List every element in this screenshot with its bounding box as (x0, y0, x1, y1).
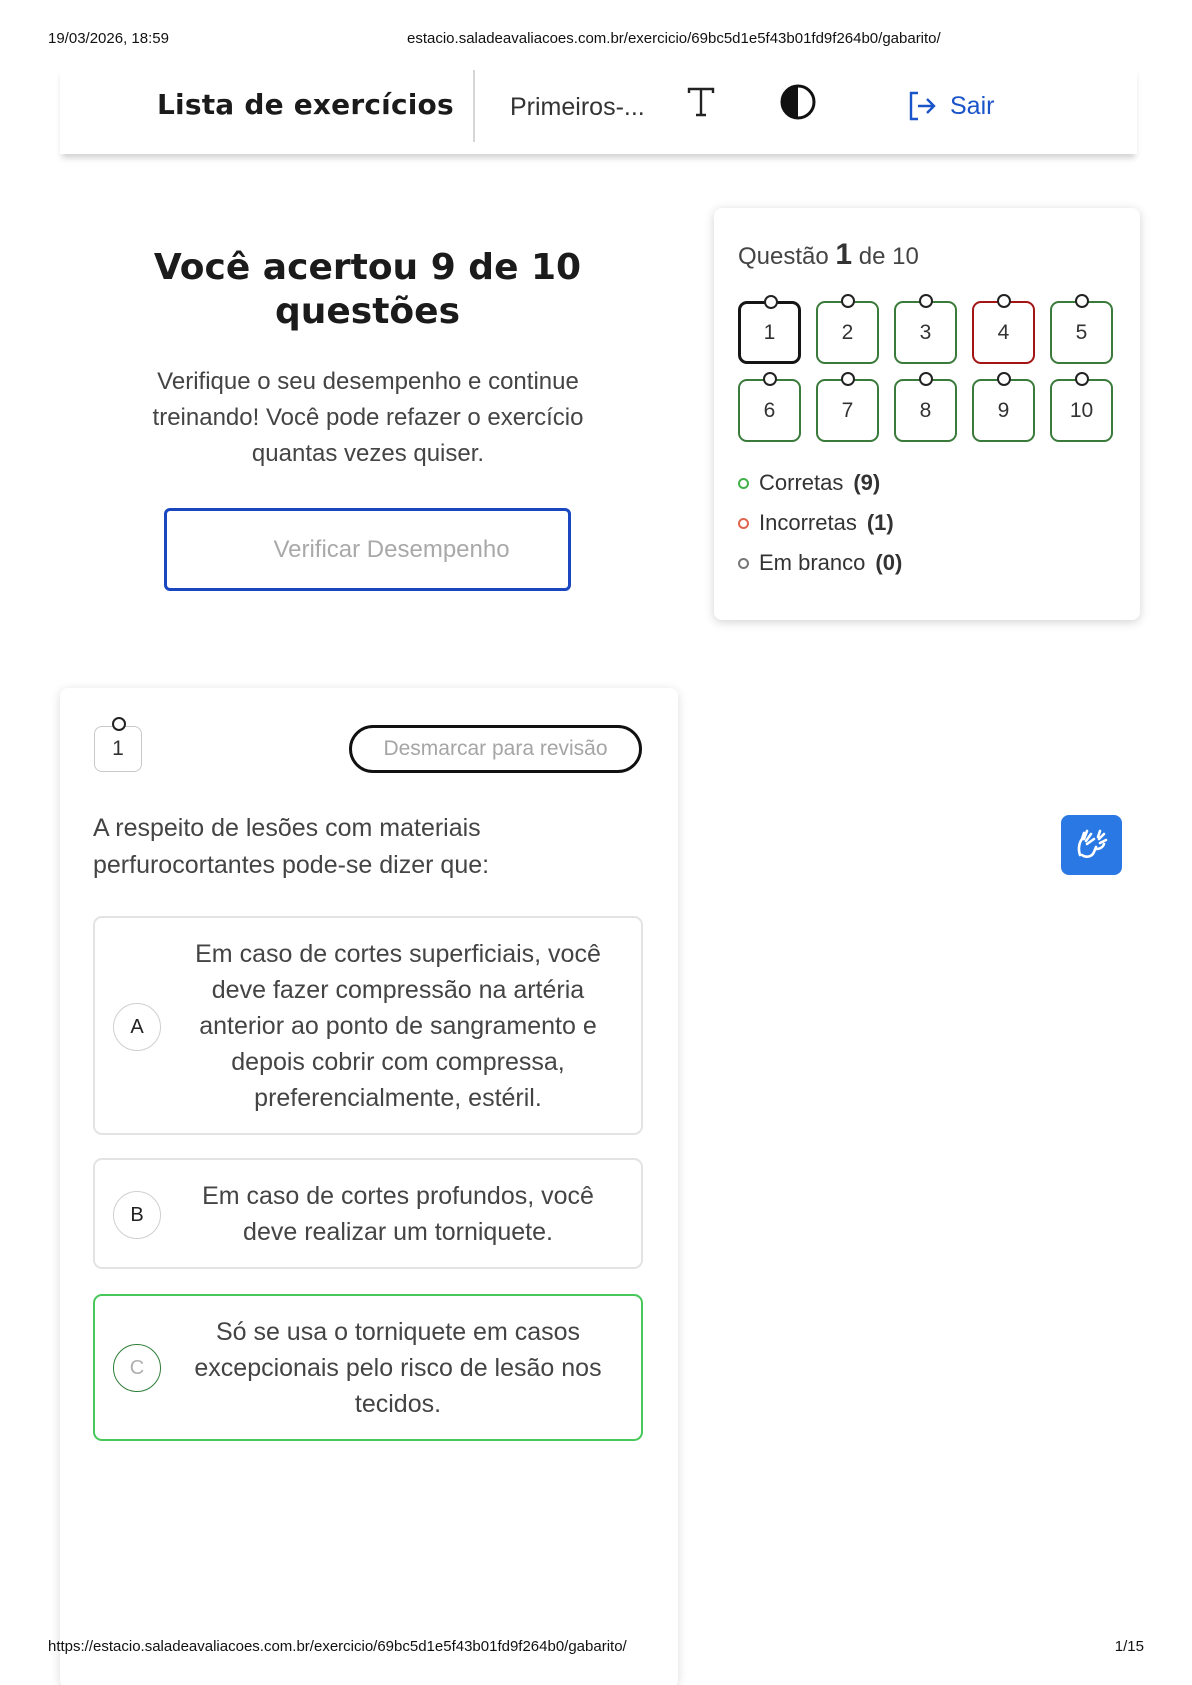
page-title: Lista de exercícios (157, 88, 454, 121)
counter-current: 1 (835, 238, 853, 271)
question-counter (738, 238, 919, 272)
pin-icon (997, 294, 1011, 308)
logout-icon (906, 90, 938, 122)
counter-suffix: de 10 (858, 243, 919, 270)
option-a[interactable] (93, 916, 643, 1135)
question-number-badge (94, 726, 142, 772)
contrast-icon (779, 83, 817, 121)
status-legend (738, 463, 902, 583)
counter-prefix: Questão (738, 243, 829, 270)
question-nav-6[interactable] (738, 379, 801, 442)
text-size-icon (686, 86, 716, 118)
result-title: Você acertou 9 de 10 questões (153, 247, 582, 332)
option-b[interactable] (93, 1158, 643, 1269)
option-letter: C (113, 1344, 161, 1392)
pin-icon (112, 717, 126, 731)
option-c[interactable] (93, 1294, 643, 1441)
exercise-name: Primeiros-... (510, 93, 645, 121)
legend-blank-label: Em branco (759, 550, 866, 575)
print-url-header: estacio.saladeavaliacoes.com.br/exercicio/69bc5d1e5f43b01fd9f264b0/gabarito/ (407, 30, 941, 47)
question-nav-label: 8 (919, 398, 932, 422)
question-nav-label: 9 (997, 398, 1010, 422)
legend-blank (738, 543, 902, 583)
font-size-button[interactable] (681, 82, 721, 122)
pin-icon (764, 295, 778, 309)
legend-blank-count: (0) (875, 550, 903, 575)
question-statement: A respeito de lesões com materiais perfurocortantes pode-se dizer que: (93, 814, 490, 879)
pin-icon (919, 372, 933, 386)
legend-wrong-count: (1) (866, 510, 894, 535)
result-description: Verifique o seu desempenho e continue treinando! Você pode refazer o exercício quantas vezes quiser. (152, 368, 584, 467)
question-nav-9[interactable] (972, 379, 1035, 442)
question-nav-7[interactable] (816, 379, 879, 442)
print-datetime: 19/03/2026, 18:59 (48, 30, 169, 47)
question-nav-label: 4 (997, 320, 1010, 344)
contrast-button[interactable] (778, 82, 818, 122)
question-nav-label: 5 (1075, 320, 1088, 344)
question-nav-3[interactable] (894, 301, 957, 364)
option-text: Em caso de cortes superficiais, você deve fazer compressão na artéria anterior ao ponto de sangramento e depois cobrir com compressa, preferencialmente, estéril. (195, 940, 601, 1112)
option-text: Em caso de cortes profundos, você deve realizar um torniquete. (202, 1182, 594, 1246)
exit-button[interactable] (906, 88, 994, 124)
question-nav-5[interactable] (1050, 301, 1113, 364)
option-letter: B (113, 1191, 161, 1239)
unmark-review-button[interactable]: Desmarcar para revisão (349, 725, 642, 773)
question-nav-2[interactable] (816, 301, 879, 364)
legend-wrong (738, 503, 902, 543)
verify-performance-button[interactable]: Verificar Desempenho (164, 508, 571, 591)
option-text: Só se usa o torniquete em casos excepcionais pelo risco de lesão nos tecidos. (194, 1318, 602, 1418)
question-nav-10[interactable] (1050, 379, 1113, 442)
pin-icon (841, 372, 855, 386)
question-nav-label: 2 (841, 320, 854, 344)
exit-label: Sair (950, 91, 995, 120)
print-url-footer: https://estacio.saladeavaliacoes.com.br/exercicio/69bc5d1e5f43b01fd9f264b0/gabarito/ (48, 1638, 627, 1655)
pin-icon (1075, 372, 1089, 386)
question-nav-label: 7 (841, 398, 854, 422)
sign-language-hands-icon (1072, 825, 1112, 865)
pin-icon (841, 294, 855, 308)
question-nav-label: 1 (763, 320, 776, 344)
pin-icon (763, 372, 777, 386)
pin-icon (919, 294, 933, 308)
question-nav-1[interactable] (738, 301, 801, 364)
legend-wrong-label: Incorretas (759, 510, 857, 535)
wrong-dot-icon (738, 518, 749, 529)
pin-icon (997, 372, 1011, 386)
print-page-number: 1/15 (1114, 1638, 1144, 1655)
app-header (60, 66, 1137, 154)
question-nav-8[interactable] (894, 379, 957, 442)
question-number: 1 (112, 737, 124, 760)
sign-language-button[interactable] (1061, 815, 1122, 875)
correct-dot-icon (738, 478, 749, 489)
question-nav-label: 3 (919, 320, 932, 344)
question-navigator (714, 208, 1140, 620)
header-divider (473, 70, 475, 142)
question-nav-label: 10 (1069, 398, 1094, 422)
option-letter: A (113, 1003, 161, 1051)
legend-correct-label: Corretas (759, 470, 844, 495)
blank-dot-icon (738, 558, 749, 569)
question-nav-4[interactable] (972, 301, 1035, 364)
question-card (60, 688, 678, 1685)
legend-correct (738, 463, 902, 503)
question-nav-label: 6 (763, 398, 776, 422)
legend-correct-count: (9) (853, 470, 881, 495)
pin-icon (1075, 294, 1089, 308)
